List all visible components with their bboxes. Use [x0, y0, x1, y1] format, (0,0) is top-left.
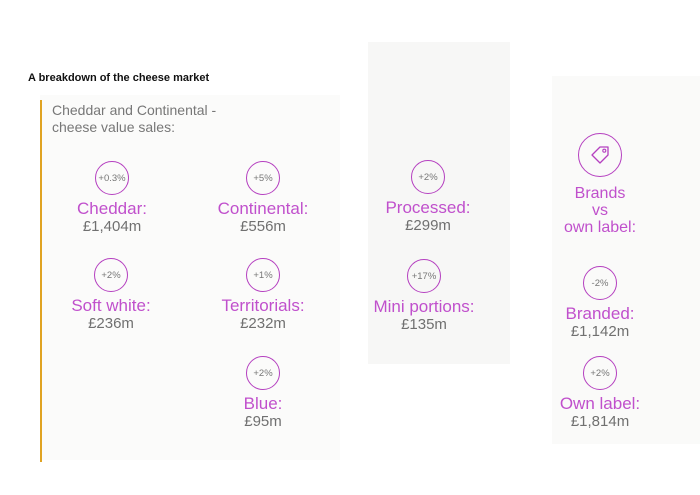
stat-label: Cheddar: — [77, 199, 147, 218]
change-badge: +17% — [407, 259, 441, 293]
stat-value: £1,404m — [82, 218, 142, 235]
stat-label: Soft white: — [71, 296, 151, 315]
stat-branded — [525, 266, 675, 340]
stat-value: £236m — [88, 315, 134, 332]
change-badge: +2% — [94, 258, 128, 292]
stat-label: Own label: — [559, 394, 641, 413]
stat-label: Territorials: — [221, 296, 305, 315]
change-badge: +2% — [411, 160, 445, 194]
stat-processed — [353, 160, 503, 234]
stat-value: £95m — [244, 413, 282, 430]
page-title: A breakdown of the cheese market — [28, 72, 210, 84]
stat-label: Processed: — [385, 198, 471, 217]
stat-value: £1,814m — [570, 413, 630, 430]
stat-territorials — [188, 258, 338, 332]
stat-value: £556m — [240, 218, 286, 235]
change-badge: +0.3% — [95, 161, 129, 195]
stat-label: Blue: — [243, 394, 283, 413]
change-badge: +1% — [246, 258, 280, 292]
brands-title: Brands vs own label: — [563, 185, 637, 236]
stat-blue — [188, 356, 338, 430]
stat-value: £299m — [405, 217, 451, 234]
change-badge: +2% — [246, 356, 280, 390]
change-badge: +5% — [246, 161, 280, 195]
stat-value: £1,142m — [570, 323, 630, 340]
stat-label: Mini portions: — [373, 297, 475, 316]
change-badge: -2% — [583, 266, 617, 300]
stat-own-label — [525, 356, 675, 430]
stat-label: Continental: — [217, 199, 309, 218]
subtitle: Cheddar and Continental - cheese value sales: — [52, 102, 217, 135]
change-badge: +2% — [583, 356, 617, 390]
stat-cheddar — [37, 161, 187, 235]
stat-continental — [188, 161, 338, 235]
stat-mini-portions — [349, 259, 499, 333]
stat-label: Branded: — [565, 304, 635, 323]
stat-soft-white — [36, 258, 186, 332]
brands-vs-own-label — [525, 133, 675, 236]
stat-value: £232m — [240, 315, 286, 332]
stat-value: £135m — [401, 316, 447, 333]
price-tag-icon — [578, 133, 622, 177]
